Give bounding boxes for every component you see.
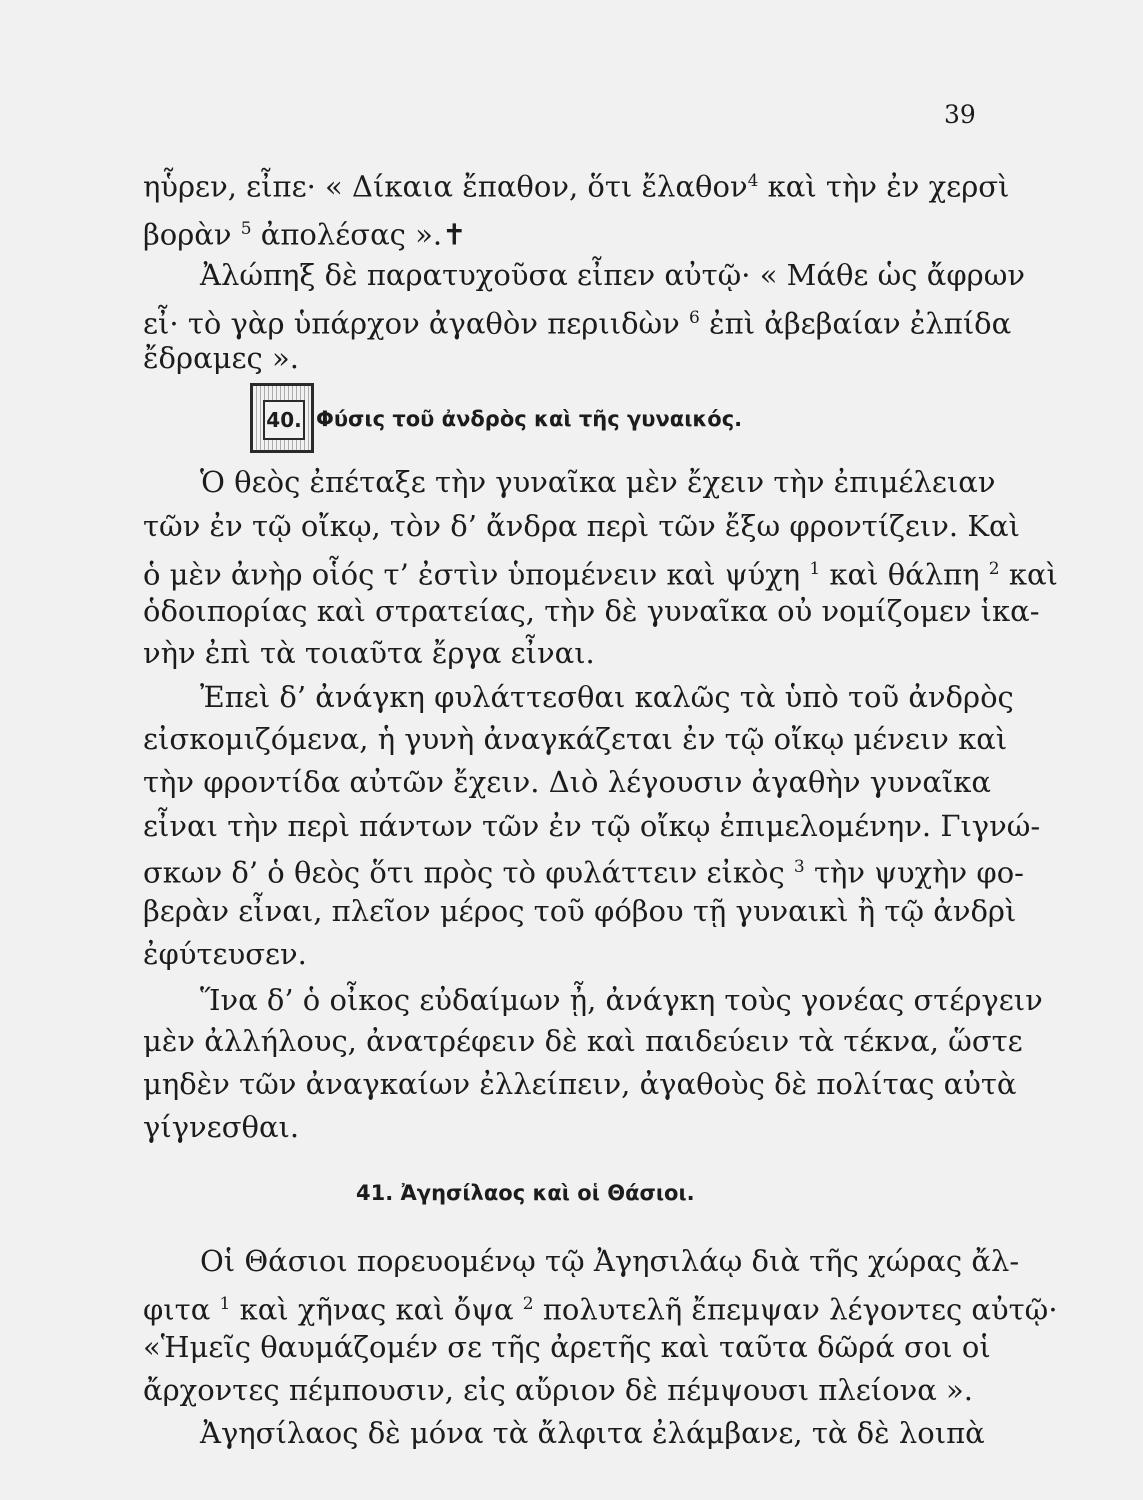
footnote-ref: 5 [240, 219, 252, 239]
text-line: Ἐπεὶ δ’ ἀνάγκη φυλάττεσθαι καλῶς τὰ ὑπὸ τοῦ ἀνδρὸς [200, 680, 1014, 714]
section-number-box [250, 383, 314, 453]
footnote-ref: 2 [988, 559, 1000, 579]
footnote-ref: 1 [809, 559, 821, 579]
text-line: βορὰν $^5$ ἀπολέσας ».✝ [143, 217, 467, 252]
text-line: μὲν ἀλλήλους, ἀνατρέφειν δὲ καὶ παιδεύειν τὰ τέκνα, ὥστε [143, 1024, 1023, 1058]
text-line: ηὗρεν, εἶπε· « Δίκαια ἔπαθον, ὅτι ἔλαθον$^4$ καὶ τὴν ἐν χερσὶ [143, 169, 1010, 204]
text-line: φιτα $^1$ καὶ χῆνας καὶ ὄψα $^2$ πολυτελῆ ἔπεμψαν λέγοντες αὐτῷ· [143, 1292, 1058, 1327]
text-line: ὁ μὲν ἀνὴρ οἷός τ’ ἐστὶν ὑπομένειν καὶ ψύχη $^1$ καὶ θάλπη $^2$ καὶ [143, 557, 1058, 592]
text-line: εἶναι τὴν περὶ πάντων τῶν ἐν τῷ οἴκῳ ἐπιμελομένην. Γιγνώ- [143, 809, 1041, 843]
text-line: σκων δ’ ὁ θεὸς ὅτι πρὸς τὸ φυλάττειν εἰκὸς $^3$ τὴν ψυχὴν φο- [143, 855, 1024, 890]
text-line: νὴν ἐπὶ τὰ τοιαῦτα ἔργα εἶναι. [143, 636, 595, 670]
text-line: βερὰν εἶναι, πλεῖον μέρος τοῦ φόβου τῇ γυναικὶ ἢ τῷ ἀνδρὶ [143, 894, 1017, 928]
text-line: τῶν ἐν τῷ οἴκῳ, τὸν δ’ ἄνδρα περὶ τῶν ἔξω φροντίζειν. Καὶ [143, 509, 1020, 543]
text-line: μηδὲν τῶν ἀναγκαίων ἐλλείπειν, ἀγαθοὺς δὲ πολίτας αὐτὰ [143, 1067, 1017, 1101]
text-line: Ὁ θεὸς ἐπέταξε τὴν γυναῖκα μὲν ἔχειν τὴν ἐπιμέλειαν [200, 465, 996, 499]
footnote-ref: 1 [219, 1294, 231, 1314]
text-line: «Ἡμεῖς θαυμάζομέν σε τῆς ἀρετῆς καὶ ταῦτα δῶρά σοι οἱ [143, 1330, 991, 1364]
footnote-ref: 4 [747, 171, 759, 191]
text-line: τὴν φροντίδα αὐτῶν ἔχειν. Διὸ λέγουσιν ἀγαθὴν γυναῖκα [143, 765, 991, 799]
section-title: 41. Ἀγησίλαος καὶ οἱ Θάσιοι. [356, 1181, 695, 1205]
text-line: Οἱ Θάσιοι πορευομένῳ τῷ Ἀγησιλάῳ διὰ τῆς χώρας ἄλ- [200, 1244, 1020, 1278]
text-line: Ἵνα δ’ ὁ οἶκος εὐδαίμων ᾖ, ἀνάγκη τοὺς γονέας στέργειν [200, 983, 1043, 1017]
footnote-ref: 6 [689, 308, 700, 328]
text-line: Ἀλώπηξ δὲ παρατυχοῦσα εἶπεν αὐτῷ· « Μάθε ὡς ἄφρων [200, 258, 1025, 292]
section-title: Φύσις τοῦ ἀνδρὸς καὶ τῆς γυναικός. [316, 407, 743, 431]
text-line: ἄρχοντες πέμπουσιν, εἰς αὔριον δὲ πέμψουσι πλείονα ». [143, 1373, 973, 1407]
footnote-ref: 2 [522, 1294, 534, 1314]
annotation-mark: ✝ [442, 217, 467, 252]
text-line: εἰσκομιζόμενα, ἡ γυνὴ ἀναγκάζεται ἐν τῷ οἴκῳ μένειν καὶ [143, 722, 1008, 756]
text-line: γίγνεσθαι. [143, 1110, 300, 1144]
text-line: ἐφύτευσεν. [143, 937, 307, 971]
text-line: ὁδοιπορίας καὶ στρατείας, τὴν δὲ γυναῖκα οὐ νομίζομεν ἱκα- [143, 594, 1040, 628]
text-line: ἔδραμες ». [143, 341, 299, 375]
footnote-ref: 3 [793, 857, 805, 877]
page-number: 39 [944, 100, 976, 129]
section-number: 40. [263, 400, 305, 440]
text-line: Ἀγησίλαος δὲ μόνα τὰ ἄλφιτα ἐλάμβανε, τὰ δὲ λοιπὰ [200, 1416, 985, 1450]
text-line: εἶ· τὸ γὰρ ὑπάρχον ἀγαθὸν περιιδὼν $^6$ ἐπὶ ἀβεβαίαν ἐλπίδα [143, 306, 1012, 341]
